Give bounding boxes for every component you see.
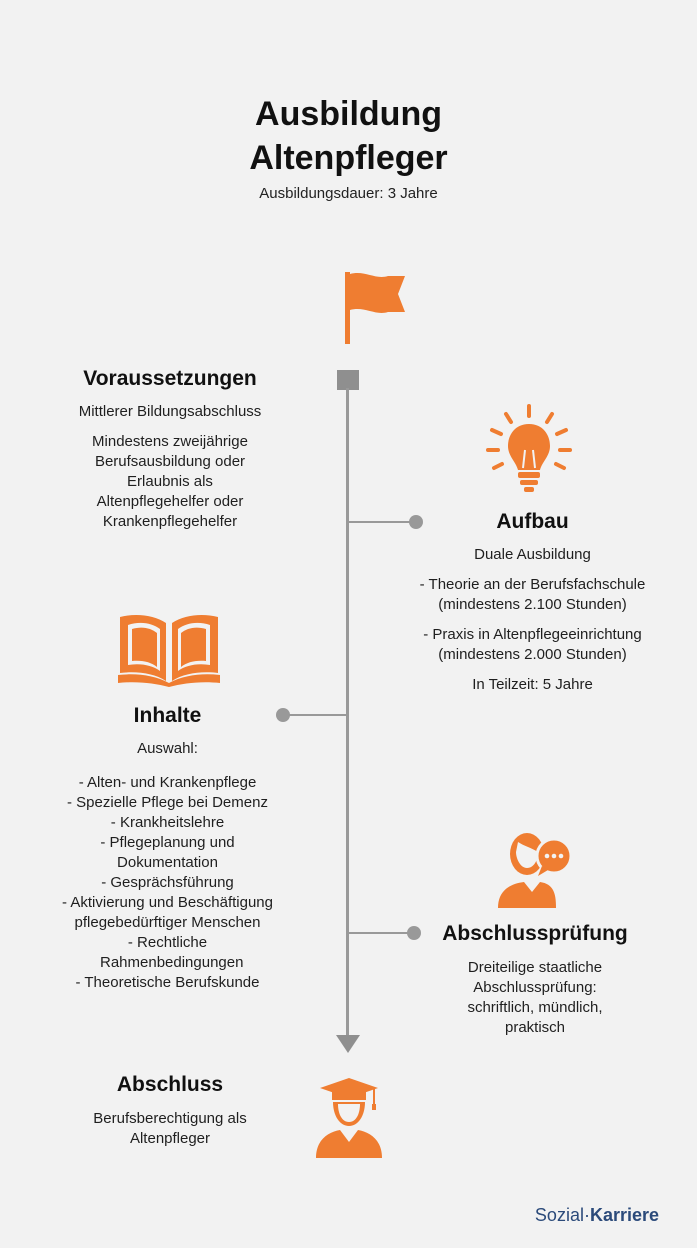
lightbulb-icon bbox=[486, 404, 572, 494]
voraussetzungen-text-2: Mindestens zweijährige Berufsausbildung oder Erlaubnis als Altenpflegehelfer oder Krankenpflegehelfer bbox=[92, 433, 248, 530]
inhalte-intro: Auswahl: bbox=[137, 740, 198, 757]
page-subtitle: Ausbildungsdauer: 3 Jahre bbox=[259, 185, 438, 202]
flag-icon bbox=[340, 270, 410, 346]
timeline-line bbox=[346, 388, 349, 1036]
timeline-dot-pruefung bbox=[407, 926, 421, 940]
list-item: - Pflegeplanung und Dokumentation bbox=[100, 834, 235, 871]
section-abschluss bbox=[60, 1072, 280, 1149]
abschluss-text: Berufsberechtigung als Altenpfleger bbox=[93, 1110, 247, 1147]
list-item: - Krankheitslehre bbox=[110, 814, 225, 831]
list-item: - Theoretische Berufskunde bbox=[75, 974, 260, 991]
timeline-start-marker bbox=[337, 370, 359, 390]
section-inhalte bbox=[40, 703, 295, 993]
inhalte-list bbox=[40, 773, 295, 993]
section-voraussetzungen bbox=[40, 366, 300, 532]
title-line-1: Ausbildung bbox=[255, 95, 442, 133]
abschlusspruefung-heading: Abschlussprüfung bbox=[442, 922, 628, 945]
timeline-branch-pruefung bbox=[348, 932, 414, 934]
graduate-icon bbox=[314, 1076, 384, 1158]
book-icon bbox=[116, 613, 222, 687]
brand-part-1: Sozial bbox=[534, 1205, 584, 1225]
inhalte-heading: Inhalte bbox=[133, 704, 202, 727]
list-item: - Spezielle Pflege bei Demenz bbox=[67, 794, 268, 811]
abschlusspruefung-text: Dreiteilige staatliche Abschlussprüfung: schriftlich, mündlich, praktisch bbox=[467, 959, 603, 1036]
abschluss-heading: Abschluss bbox=[116, 1073, 224, 1096]
aufbau-text-4: In Teilzeit: 5 Jahre bbox=[472, 676, 593, 693]
title-line-2: Altenpfleger bbox=[249, 139, 448, 177]
aufbau-text-1: Duale Ausbildung bbox=[474, 546, 591, 563]
aufbau-text-2: - Theorie an der Berufsfachschule (mindestens 2.100 Stunden) bbox=[419, 576, 646, 613]
timeline-end-arrow bbox=[336, 1035, 360, 1053]
voraussetzungen-heading: Voraussetzungen bbox=[83, 367, 257, 390]
aufbau-text-3: - Praxis in Altenpflegeeinrichtung (mindestens 2.000 Stunden) bbox=[423, 626, 642, 663]
brand-separator: · bbox=[583, 1205, 590, 1225]
brand-part-2: Karriere bbox=[589, 1205, 659, 1225]
list-item: - Alten- und Krankenpflege bbox=[78, 774, 257, 791]
brand-logo bbox=[535, 1205, 659, 1226]
section-aufbau bbox=[410, 509, 655, 695]
list-item: - Gesprächsführung bbox=[101, 874, 234, 891]
voraussetzungen-text-1: Mittlerer Bildungsabschluss bbox=[78, 403, 262, 420]
aufbau-heading: Aufbau bbox=[496, 510, 569, 533]
list-item: - Aktivierung und Beschäftigung pflegebedürftiger Menschen bbox=[62, 894, 273, 931]
page-title bbox=[0, 92, 697, 180]
list-item: - Rechtliche Rahmenbedingungen bbox=[100, 934, 244, 971]
section-abschlusspruefung bbox=[420, 921, 650, 1038]
person-chat-icon bbox=[494, 826, 574, 908]
timeline-branch-aufbau bbox=[348, 521, 414, 523]
